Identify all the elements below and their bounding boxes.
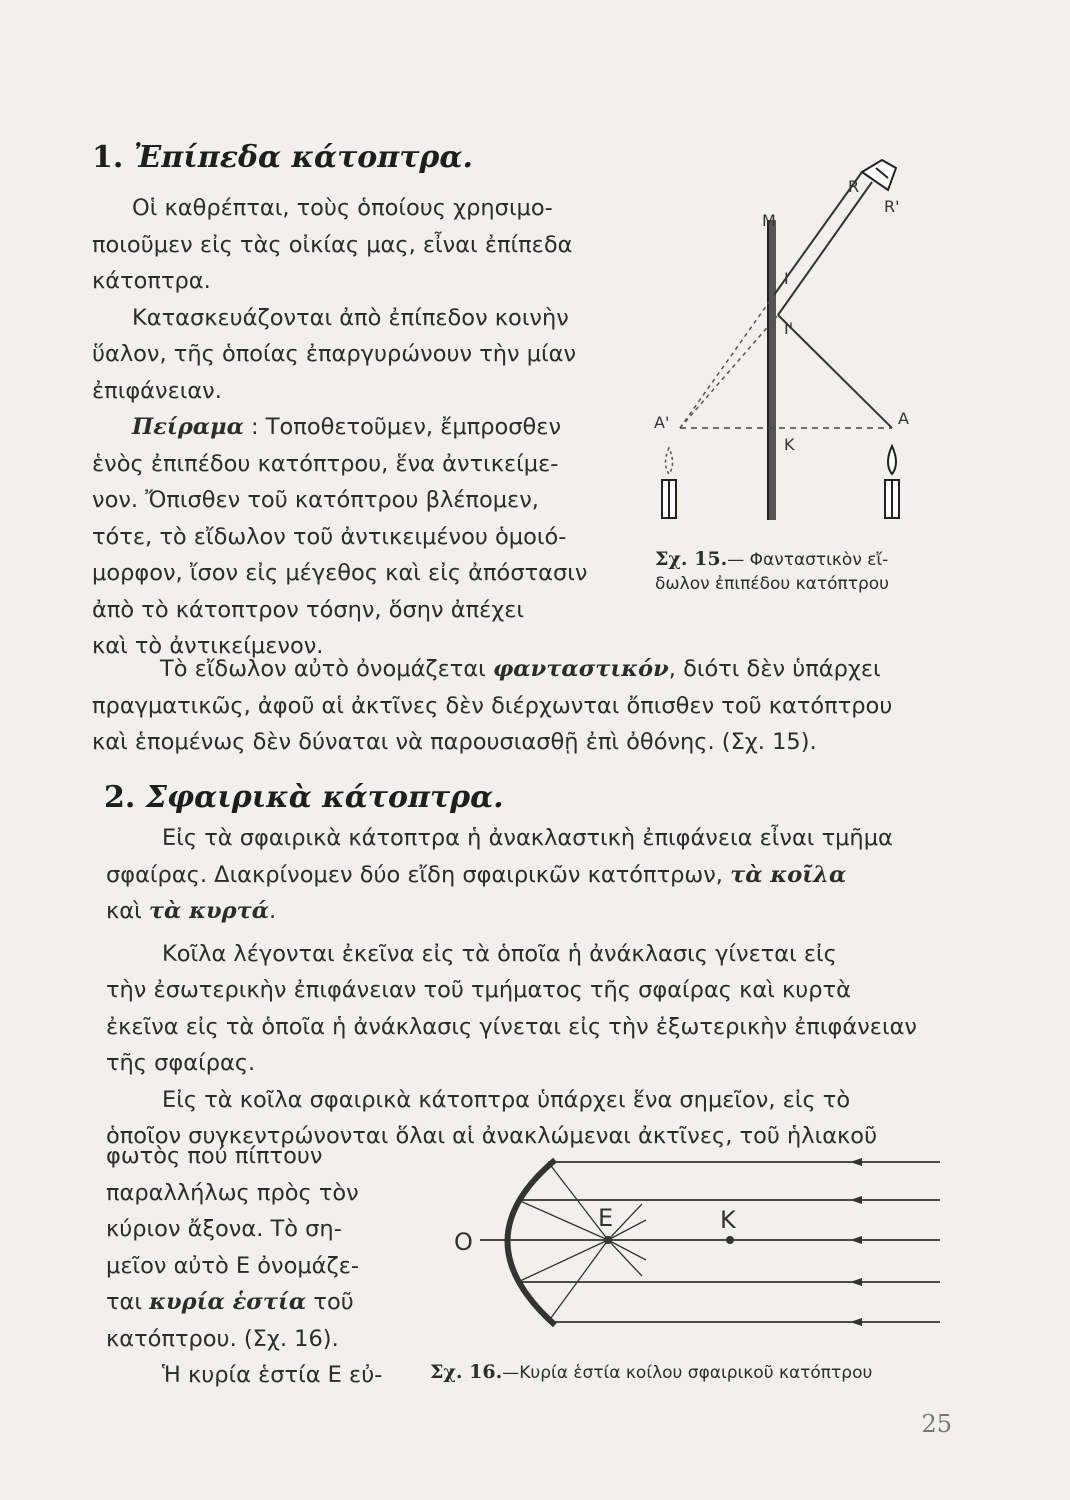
text-line: φωτὸς πού πίπτουν	[106, 1143, 323, 1169]
bold-term-fantastic: φανταστικόν	[492, 656, 669, 682]
text-line: Κοῖλα λέγονται ἐκεῖνα εἰς τὰ ὁποῖα ἡ ἀνάκλασις γίνεται εἰς	[162, 940, 837, 967]
reflected-ray	[518, 1200, 608, 1240]
section-2-narrow-text	[106, 1138, 406, 1394]
figure-15-label: Σχ. 15.	[655, 548, 728, 570]
reflected-ray	[778, 182, 872, 315]
virtual-ray-2	[680, 315, 778, 428]
text-line: καὶ τὰ κυρτά.	[106, 898, 277, 924]
mirror-surface	[768, 220, 776, 520]
focus-point	[604, 1236, 612, 1244]
page-number: 25	[921, 1410, 952, 1438]
text-line: Οἱ καθρέπται, τοὺς ὁποίους χρησιμο-	[132, 195, 553, 221]
section-1-paragraph	[92, 651, 952, 761]
experiment-label: Πείραμα	[132, 414, 244, 440]
label-R-prime: R'	[884, 197, 900, 216]
text-line: κατόπτρου. (Σχ. 16).	[106, 1325, 339, 1352]
center-point	[726, 1236, 734, 1244]
label-E: E	[598, 1204, 614, 1232]
section-1-intro	[92, 190, 652, 665]
label-M: M	[762, 211, 776, 230]
text-line: ὕαλον, τῆς ὁποίας ἐπαργυρώνουν τὴν μίαν	[92, 341, 577, 367]
figure-15-diagram	[640, 150, 940, 530]
text-line: ἐπιφάνειαν.	[92, 377, 222, 404]
section-1-heading: 1. Ἐπίπεδα κάτοπτρα.	[92, 140, 473, 175]
text-line: νον. Ὄπισθεν τοῦ κατόπτρου βλέπομεν,	[92, 487, 539, 513]
text-line: ἀπὸ τὸ κάτοπτρον τόσην, ὅσην ἀπέχει	[92, 596, 525, 623]
text-line: τῆς σφαίρας.	[106, 1050, 256, 1076]
figure-16-caption: Σχ. 16.—Κυρία ἑστία κοίλου σφαιρικοῦ κατόπτρου	[430, 1361, 873, 1383]
figure-16-label: Σχ. 16.	[430, 1361, 503, 1383]
incident-ray	[778, 315, 892, 428]
label-I-prime: I'	[784, 319, 794, 338]
text-line: μεῖον αὐτὸ Ε ὀνομάζε-	[106, 1252, 360, 1279]
text-line: μορφον, ἴσον εἰς μέγεθος καὶ εἰς ἀπόστασιν	[92, 560, 588, 586]
label-I: I	[784, 269, 789, 288]
text-line: σφαίρας. Διακρίνομεν δύο εἴδη σφαιρικῶν κατόπτρων, τὰ κοῖλα	[106, 861, 847, 888]
eye-icon	[862, 160, 896, 190]
text-line: κύριον ἄξονα. Τὸ ση-	[106, 1216, 342, 1242]
text-line: πραγματικῶς, ἀφοῦ αἱ ἀκτῖνες δὲν διέρχωνται ὄπισθεν τοῦ κατόπτρου	[92, 692, 893, 719]
figure-16-diagram	[440, 1140, 940, 1360]
text-line: παραλλήλως πρὸς τὸν	[106, 1179, 359, 1206]
text-line: Κατασκευάζονται ἀπὸ ἐπίπεδον κοινὴν	[132, 304, 569, 331]
text-line: τότε, τὸ εἴδωλον τοῦ ἀντικειμένου ὁμοιό-	[92, 523, 567, 550]
label-R: R	[848, 177, 860, 196]
text-line: ται κυρία ἑστία τοῦ	[106, 1289, 354, 1315]
text-line: τὴν ἐσωτερικὴν ἐπιφάνειαν τοῦ τμήματος τῆς σφαίρας καὶ κυρτὰ	[106, 977, 851, 1003]
text-line: Τὸ εἴδωλον αὐτὸ ὀνομάζεται φανταστικόν, διότι δὲν ὑπάρχει	[160, 656, 881, 682]
figure-15-caption: Σχ. 15.— Φανταστικὸν εἴ- δωλον ἐπιπέδου κατόπτρου	[655, 548, 889, 594]
text-line: ὁποῖον συγκεντρώνονται ὅλαι αἱ ἀνακλώμεναι ἀκτῖνες, τοῦ ἡλιακοῦ	[106, 1123, 878, 1149]
section-2-heading: 2. Σφαιρικὰ κάτοπτρα.	[104, 780, 504, 815]
label-K: K	[784, 435, 795, 454]
virtual-ray	[680, 295, 774, 428]
section-2-text	[106, 820, 956, 1155]
label-O: O	[454, 1228, 473, 1256]
bold-term-convex: τὰ κυρτά	[148, 898, 270, 924]
text-line: καὶ τὸ ἀντικείμενον.	[92, 633, 324, 659]
bold-term-focus: κυρία ἑστία	[149, 1289, 307, 1315]
reflected-ray	[518, 1240, 608, 1282]
flame-icon	[888, 446, 896, 474]
text-line: καὶ ἑπομένως δὲν δύναται νὰ παρουσιασθῇ ἐπὶ ὀθόνης. (Σχ. 15).	[92, 729, 817, 755]
text-line: ποιοῦμεν εἰς τὰς οἰκίας μας, εἶναι ἐπίπεδα	[92, 231, 573, 258]
text-line: Ἡ κυρία ἑστία Ε εὐ-	[162, 1362, 383, 1388]
label-A: A	[898, 409, 909, 428]
text-line: Εἰς τὰ σφαιρικὰ κάτοπτρα ἡ ἀνακλαστικὴ ἐπιφάνεια εἶναι τμῆμα	[162, 825, 893, 851]
text-line: ἐκεῖνα εἰς τὰ ὁποῖα ἡ ἀνάκλασις γίνεται εἰς τὴν ἐξωτερικὴν ἐπιφάνειαν	[106, 1013, 917, 1040]
text-line: κάτοπτρα.	[92, 268, 211, 294]
reflected-ray	[548, 1240, 608, 1322]
bold-term-concave: τὰ κοῖλα	[730, 861, 847, 888]
experiment-line: Πείραμα : Τοποθετοῦμεν, ἔμπροσθεν	[132, 414, 562, 440]
flame-image-icon	[666, 448, 673, 474]
text-line: ἑνὸς ἐπιπέδου κατόπτρου, ἕνα ἀντικείμε-	[92, 450, 559, 477]
label-K: K	[720, 1206, 736, 1234]
text-line: Εἰς τὰ κοῖλα σφαιρικὰ κάτοπτρα ὑπάρχει ἕνα σημεῖον, εἰς τὸ	[162, 1086, 851, 1113]
concave-mirror	[508, 1160, 556, 1325]
label-A-prime: A'	[654, 413, 670, 432]
